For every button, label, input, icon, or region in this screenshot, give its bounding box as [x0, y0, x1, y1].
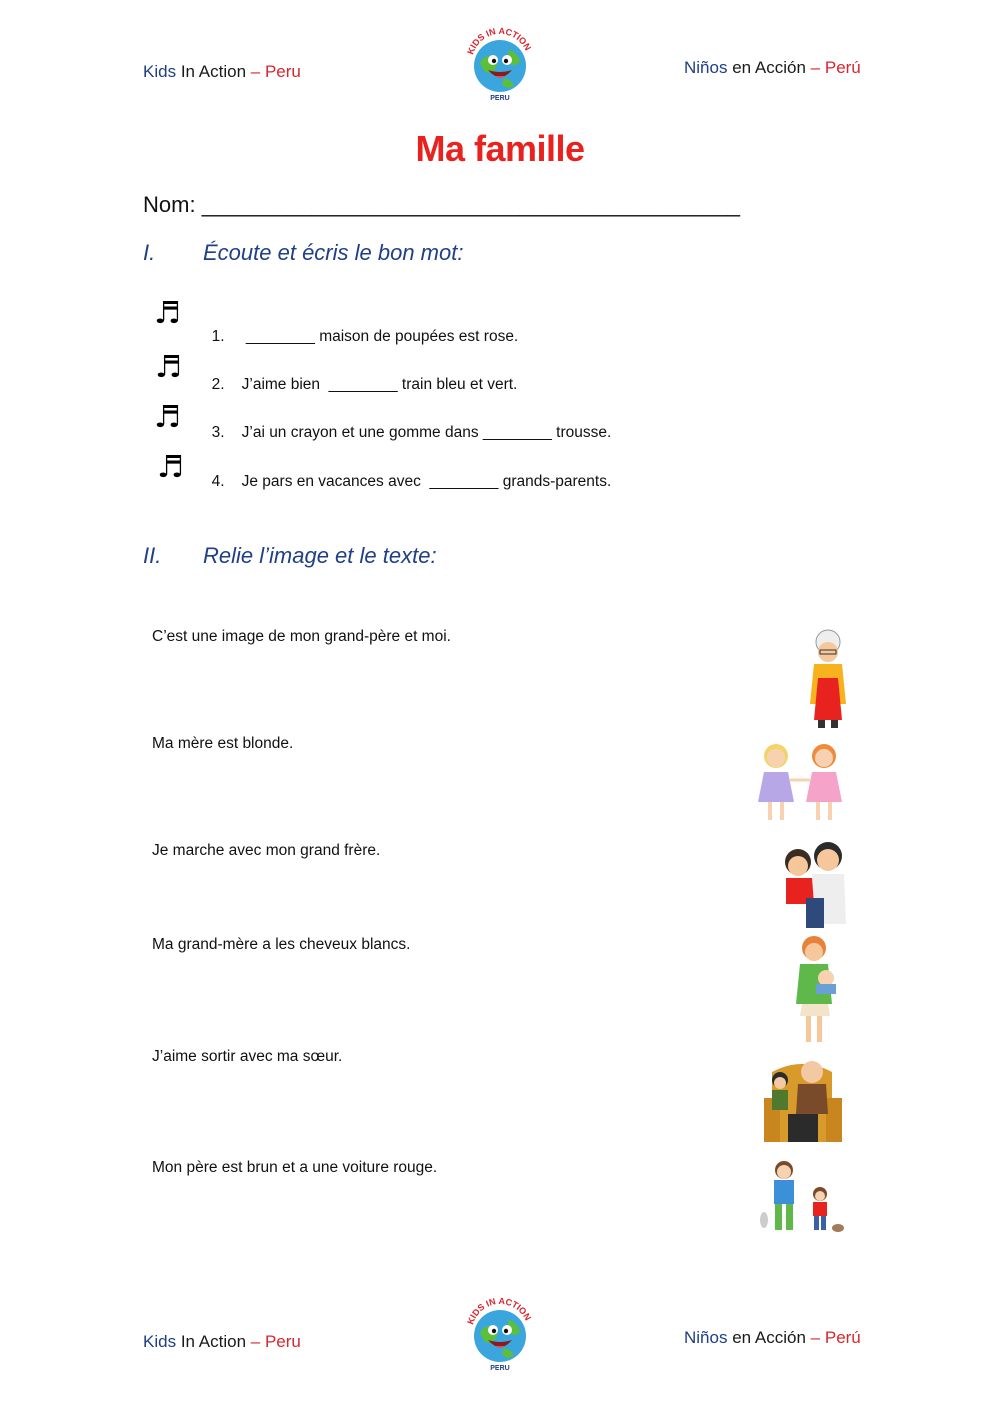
brand-en-accion: en Acción [732, 1328, 806, 1347]
header-logo [458, 22, 542, 111]
exercise-text: J’aime bien ________ train bleu et vert. [241, 376, 518, 393]
grandmother-image[interactable] [800, 628, 856, 732]
match-sentence[interactable]: Je marche avec mon grand frère. [152, 842, 381, 859]
older-brother-image[interactable] [776, 838, 850, 930]
exercise-item [203, 358, 517, 394]
exercise-number: 4. [211, 473, 225, 490]
exercise-item [203, 406, 611, 442]
match-sentence[interactable]: J’aime sortir avec ma sœur. [152, 1048, 343, 1065]
music-note-icon[interactable]: ♬ [154, 296, 181, 331]
grandfather-armchair-image[interactable] [758, 1048, 848, 1148]
section-1-number: I. [143, 240, 156, 265]
exercise-number: 1. [211, 328, 225, 345]
brand-country: – Peru [250, 62, 301, 81]
mother-with-baby-image[interactable] [790, 934, 846, 1046]
match-sentence[interactable]: C’est une image de mon grand-père et moi. [152, 628, 451, 645]
section-2-title: Relie l’image et le texte: [203, 543, 437, 568]
brand-pais: – Perú [810, 1328, 861, 1347]
exercise-text: ________ maison de poupées est rose. [241, 328, 519, 345]
exercise-item [203, 455, 611, 491]
exercise-number: 2. [211, 376, 225, 393]
footer-logo [458, 1292, 542, 1381]
section-2-heading [143, 543, 437, 569]
name-label: Nom: [143, 192, 196, 217]
exercise-text: Je pars en vacances avec ________ grands-parents. [241, 473, 612, 490]
brand-pais: – Perú [810, 58, 861, 77]
music-note-icon[interactable]: ♬ [157, 450, 184, 485]
logo-text-top: KIDS IN ACTION [465, 1295, 534, 1326]
page-title: Ma famille [415, 128, 585, 169]
section-1-heading [143, 240, 463, 266]
section-2-number: II. [143, 543, 162, 568]
name-field[interactable] [143, 192, 740, 218]
brand-country: – Peru [250, 1332, 301, 1351]
brothers-walking-image[interactable] [758, 1158, 848, 1238]
section-1-title: Écoute et écris le bon mot: [203, 240, 464, 265]
music-note-icon[interactable]: ♬ [154, 400, 181, 435]
brand-en-accion: en Acción [732, 58, 806, 77]
brand-ninos: Niños [684, 1328, 728, 1347]
kids-in-action-logo-icon [458, 22, 542, 106]
match-sentence[interactable]: Ma grand-mère a les cheveux blancs. [152, 936, 411, 953]
header-brand-right [684, 58, 861, 78]
footer-brand-right [684, 1328, 861, 1348]
brand-kids: Kids [143, 62, 177, 81]
header-brand-left [143, 62, 301, 82]
match-sentence[interactable]: Ma mère est blonde. [152, 735, 294, 752]
exercise-number: 3. [211, 424, 225, 441]
logo-text-bottom: PERU [490, 1365, 510, 1372]
logo-text-bottom: PERU [490, 95, 510, 102]
two-sisters-image[interactable] [752, 736, 850, 828]
kids-in-action-logo-icon [458, 1292, 542, 1376]
brand-kids: Kids [143, 1332, 177, 1351]
music-note-icon[interactable]: ♬ [155, 350, 182, 385]
exercise-item [203, 310, 518, 346]
exercise-text: J’ai un crayon et une gomme dans ________ trousse. [241, 424, 612, 441]
brand-in-action: In Action [180, 62, 247, 81]
brand-in-action: In Action [180, 1332, 247, 1351]
match-sentence[interactable]: Mon père est brun et a une voiture rouge. [152, 1159, 438, 1176]
name-line[interactable]: ____________________________________________ [201, 192, 741, 217]
logo-text-top: KIDS IN ACTION [465, 25, 534, 56]
brand-ninos: Niños [684, 58, 728, 77]
footer-brand-left [143, 1332, 301, 1352]
